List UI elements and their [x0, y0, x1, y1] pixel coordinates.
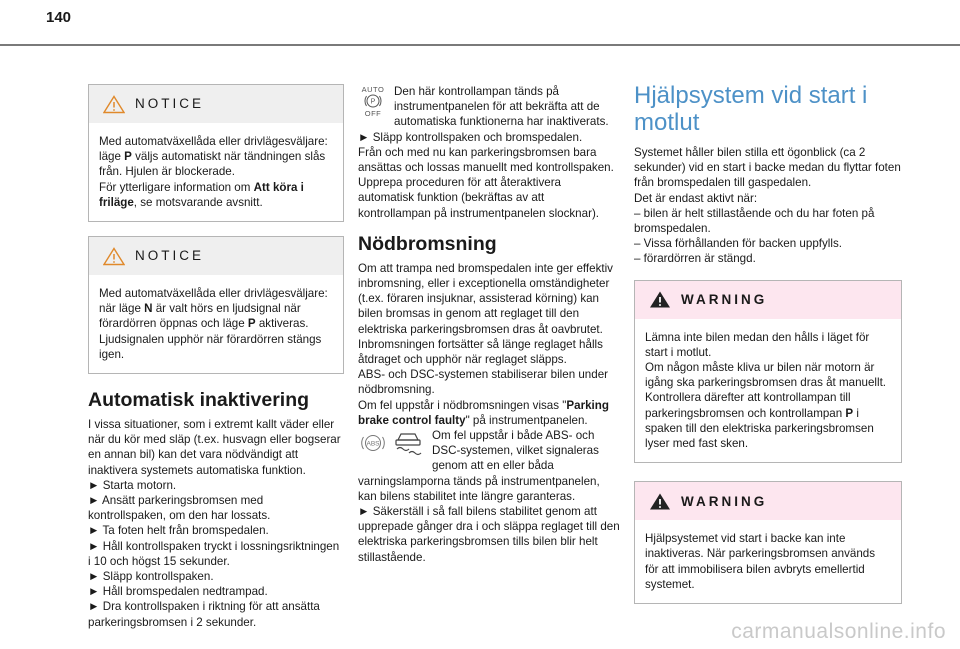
text-run: i spaken till den elektriska parkeringsbromsen lyser med fast sken.	[645, 406, 874, 451]
text-line	[99, 332, 333, 362]
text-run: Om någon måste kliva ur bilen när motorn är igång ska parkeringsbromsen dras åt manuellt. Kontrollera därefter att kontrollampan till parkeringsbromsen och kontrollampan	[645, 361, 887, 420]
notice-box-2	[88, 236, 344, 374]
warning-box-1	[634, 280, 902, 464]
auto-off-indicator-icon	[358, 84, 388, 122]
notice-header-1	[89, 85, 343, 123]
warning-label: WARNING	[681, 292, 768, 308]
text-line: ► Håll kontrollspaken tryckt i lossningsriktningen i 10 och högst 15 sekunder.	[88, 539, 340, 568]
warning-header-1	[635, 281, 901, 319]
warning-header-2	[635, 482, 901, 520]
text-line: – bilen är helt stillastående och du har foten på bromspedalen.	[634, 206, 875, 236]
notice-box-1	[88, 84, 344, 222]
auto-off-text	[358, 84, 620, 221]
text-line: ► Starta motorn.	[88, 478, 177, 492]
bold-text: N	[144, 302, 153, 316]
text-line: ► Släpp kontrollspaken och bromspedalen.	[358, 130, 583, 144]
abs-dsc-paragraph	[358, 428, 620, 565]
text-line: Systemet håller bilen stilla ett ögonblick (ca 2 sekunder) vid en start i backe medan du flyttar foten från bromspedalen till gaspedalen.	[634, 146, 901, 190]
notice-body-1	[89, 123, 343, 221]
text-line: ► Släpp kontrollspaken.	[88, 570, 214, 584]
text-line	[358, 398, 620, 428]
warning-label: WARNING	[681, 493, 768, 509]
notice-label: NOTICE	[135, 96, 205, 112]
hill-start-text	[634, 145, 902, 267]
text-line: Från och med nu kan parkeringsbromsen bara ansättas och lossas manuellt med kontrollspaken.	[358, 145, 614, 175]
text-line: ► Säkerställ i så fall bilens stabilitet genom att upprepade gånger dra i och släppa reglaget till den elektriska parkeringsbromsen tills bilen blir helt stillastående.	[358, 505, 620, 564]
text-run: , se motsvarande avsnitt.	[133, 195, 263, 209]
text-run: väljs automatiskt när tändningen slås från. Hjulen är blockerade.	[99, 150, 326, 179]
text-run: är valt hörs en ljudsignal när förardörren öppnas och läge	[99, 302, 301, 331]
text-line	[99, 180, 333, 210]
notice-header-2	[89, 237, 343, 275]
column-left	[88, 84, 344, 630]
text-line: ► Ansätt parkeringsbromsen med kontrollspaken, om den har lossats.	[88, 494, 271, 523]
abs-icon-label: ABS	[366, 440, 380, 448]
warning-triangle-icon	[649, 492, 671, 511]
auto-off-bottom-text: OFF	[364, 109, 382, 118]
text-run: Hjälpsystemet vid start i backe kan inte inaktiveras. När parkeringsbromsen används för att immobilisera bilen avbryts emellertid systemet.	[645, 532, 876, 591]
column-right	[634, 82, 902, 618]
watermark: carmanualsonline.info	[731, 620, 946, 643]
bold-text: Parking brake control faulty	[358, 398, 609, 427]
text-line: Den här kontrollampan tänds på instrumentpanelen för att bekräfta att de automatiska funktionerna har inaktiverats.	[394, 85, 609, 129]
text-line: – förardörren är stängd.	[634, 252, 756, 266]
dsc-skid-icon	[392, 428, 424, 460]
warning-box-2	[634, 481, 902, 604]
text-line: Det är endast aktivt när:	[634, 191, 758, 205]
abs-warning-icon	[358, 428, 388, 460]
text-run: aktiveras.	[255, 317, 309, 331]
text-line	[358, 261, 620, 367]
page-number: 140	[46, 9, 72, 26]
section-title-auto-deactivation: Automatisk inaktivering	[88, 389, 310, 412]
text-run: Med automatväxellåda eller drivlägesväljare: läge	[99, 135, 328, 164]
emergency-text	[358, 261, 620, 428]
text-run: Om att trampa ned bromspedalen inte ger effektiv inbromsning, eller i exceptionella omständigheter (t.ex. föraren insjuknar, assisterad körning) kan bilen bromsas in genom att reglaget till den elektriska parkeringsbromsen dras åt oavbrutet. Inbromsningen fortsätter så länge reglaget hålls åtdraget och upphör när reglaget släpps.	[358, 261, 613, 367]
text-run: Med automatväxellåda eller drivlägesväljare: när läge	[99, 287, 328, 316]
text-run: ABS- och DSC-systemen stabiliserar bilen under nödbromsning.	[358, 368, 609, 397]
bold-text: P	[124, 150, 132, 164]
bold-text: Att köra i friläge	[99, 180, 304, 209]
svg-text:P: P	[370, 98, 376, 106]
caution-triangle-icon	[103, 247, 125, 266]
text-line	[645, 330, 891, 360]
auto-off-paragraph	[358, 84, 620, 221]
bold-text: P	[845, 406, 854, 420]
text-run: " på instrumentpanelen.	[465, 413, 588, 427]
text-line: Om fel uppstår i både ABS- och DSC-systemen, vilket signaleras genom att en eller båda varningslamporna tänds på instrumentpanelen, kan bilens stabilitet inte längre garanteras.	[358, 429, 600, 503]
column-middle	[358, 84, 620, 565]
warning-body-1	[635, 319, 901, 463]
section-title-emergency-braking: Nödbromsning	[358, 232, 497, 255]
text-line	[645, 531, 891, 592]
auto-off-top-text: AUTO	[361, 85, 385, 94]
text-line: Upprepa proceduren för att återaktivera automatisk funktion (bekräftas av att kontrollampan på instrumentpanelen slocknar).	[358, 176, 600, 220]
text-run: För ytterligare information om	[99, 180, 254, 194]
text-line: – Vissa förhållanden för backen uppfylls.	[634, 237, 842, 251]
section-title-hill-start: Hjälpsystem vid start i motlut	[634, 82, 868, 136]
text-line: ► Ta foten helt från bromspedalen.	[88, 524, 269, 538]
text-run: Lämna inte bilen medan den hålls i läget för start i motlut.	[645, 330, 870, 359]
text-line	[645, 360, 891, 451]
bold-text: P	[247, 317, 256, 331]
text-line	[99, 286, 333, 332]
text-line	[99, 134, 333, 180]
warning-body-2	[635, 520, 901, 603]
text-run: Om fel uppstår i nödbromsningen visas "	[358, 398, 567, 412]
header-divider	[0, 44, 960, 46]
warning-triangle-icon	[649, 290, 671, 309]
text-line: ► Dra kontrollspaken i riktning för att ansätta parkeringsbromsen i 2 sekunder.	[88, 600, 320, 629]
text-line: ► Håll bromspedalen nedtrampad.	[88, 585, 268, 599]
text-run: Ljudsignalen upphör när förardörren stängs igen.	[99, 332, 322, 361]
caution-triangle-icon	[103, 95, 125, 114]
notice-body-2	[89, 275, 343, 373]
notice-label: NOTICE	[135, 248, 205, 264]
text-line	[358, 367, 620, 397]
text-line: I vissa situationer, som i extremt kallt väder eller när du kör med släp (t.ex. husvagn eller bogserar en annan bil) kan det vara nödvändigt att inaktivera systemets automatiska funktion.	[88, 418, 341, 477]
auto-deactivation-text	[88, 417, 344, 630]
